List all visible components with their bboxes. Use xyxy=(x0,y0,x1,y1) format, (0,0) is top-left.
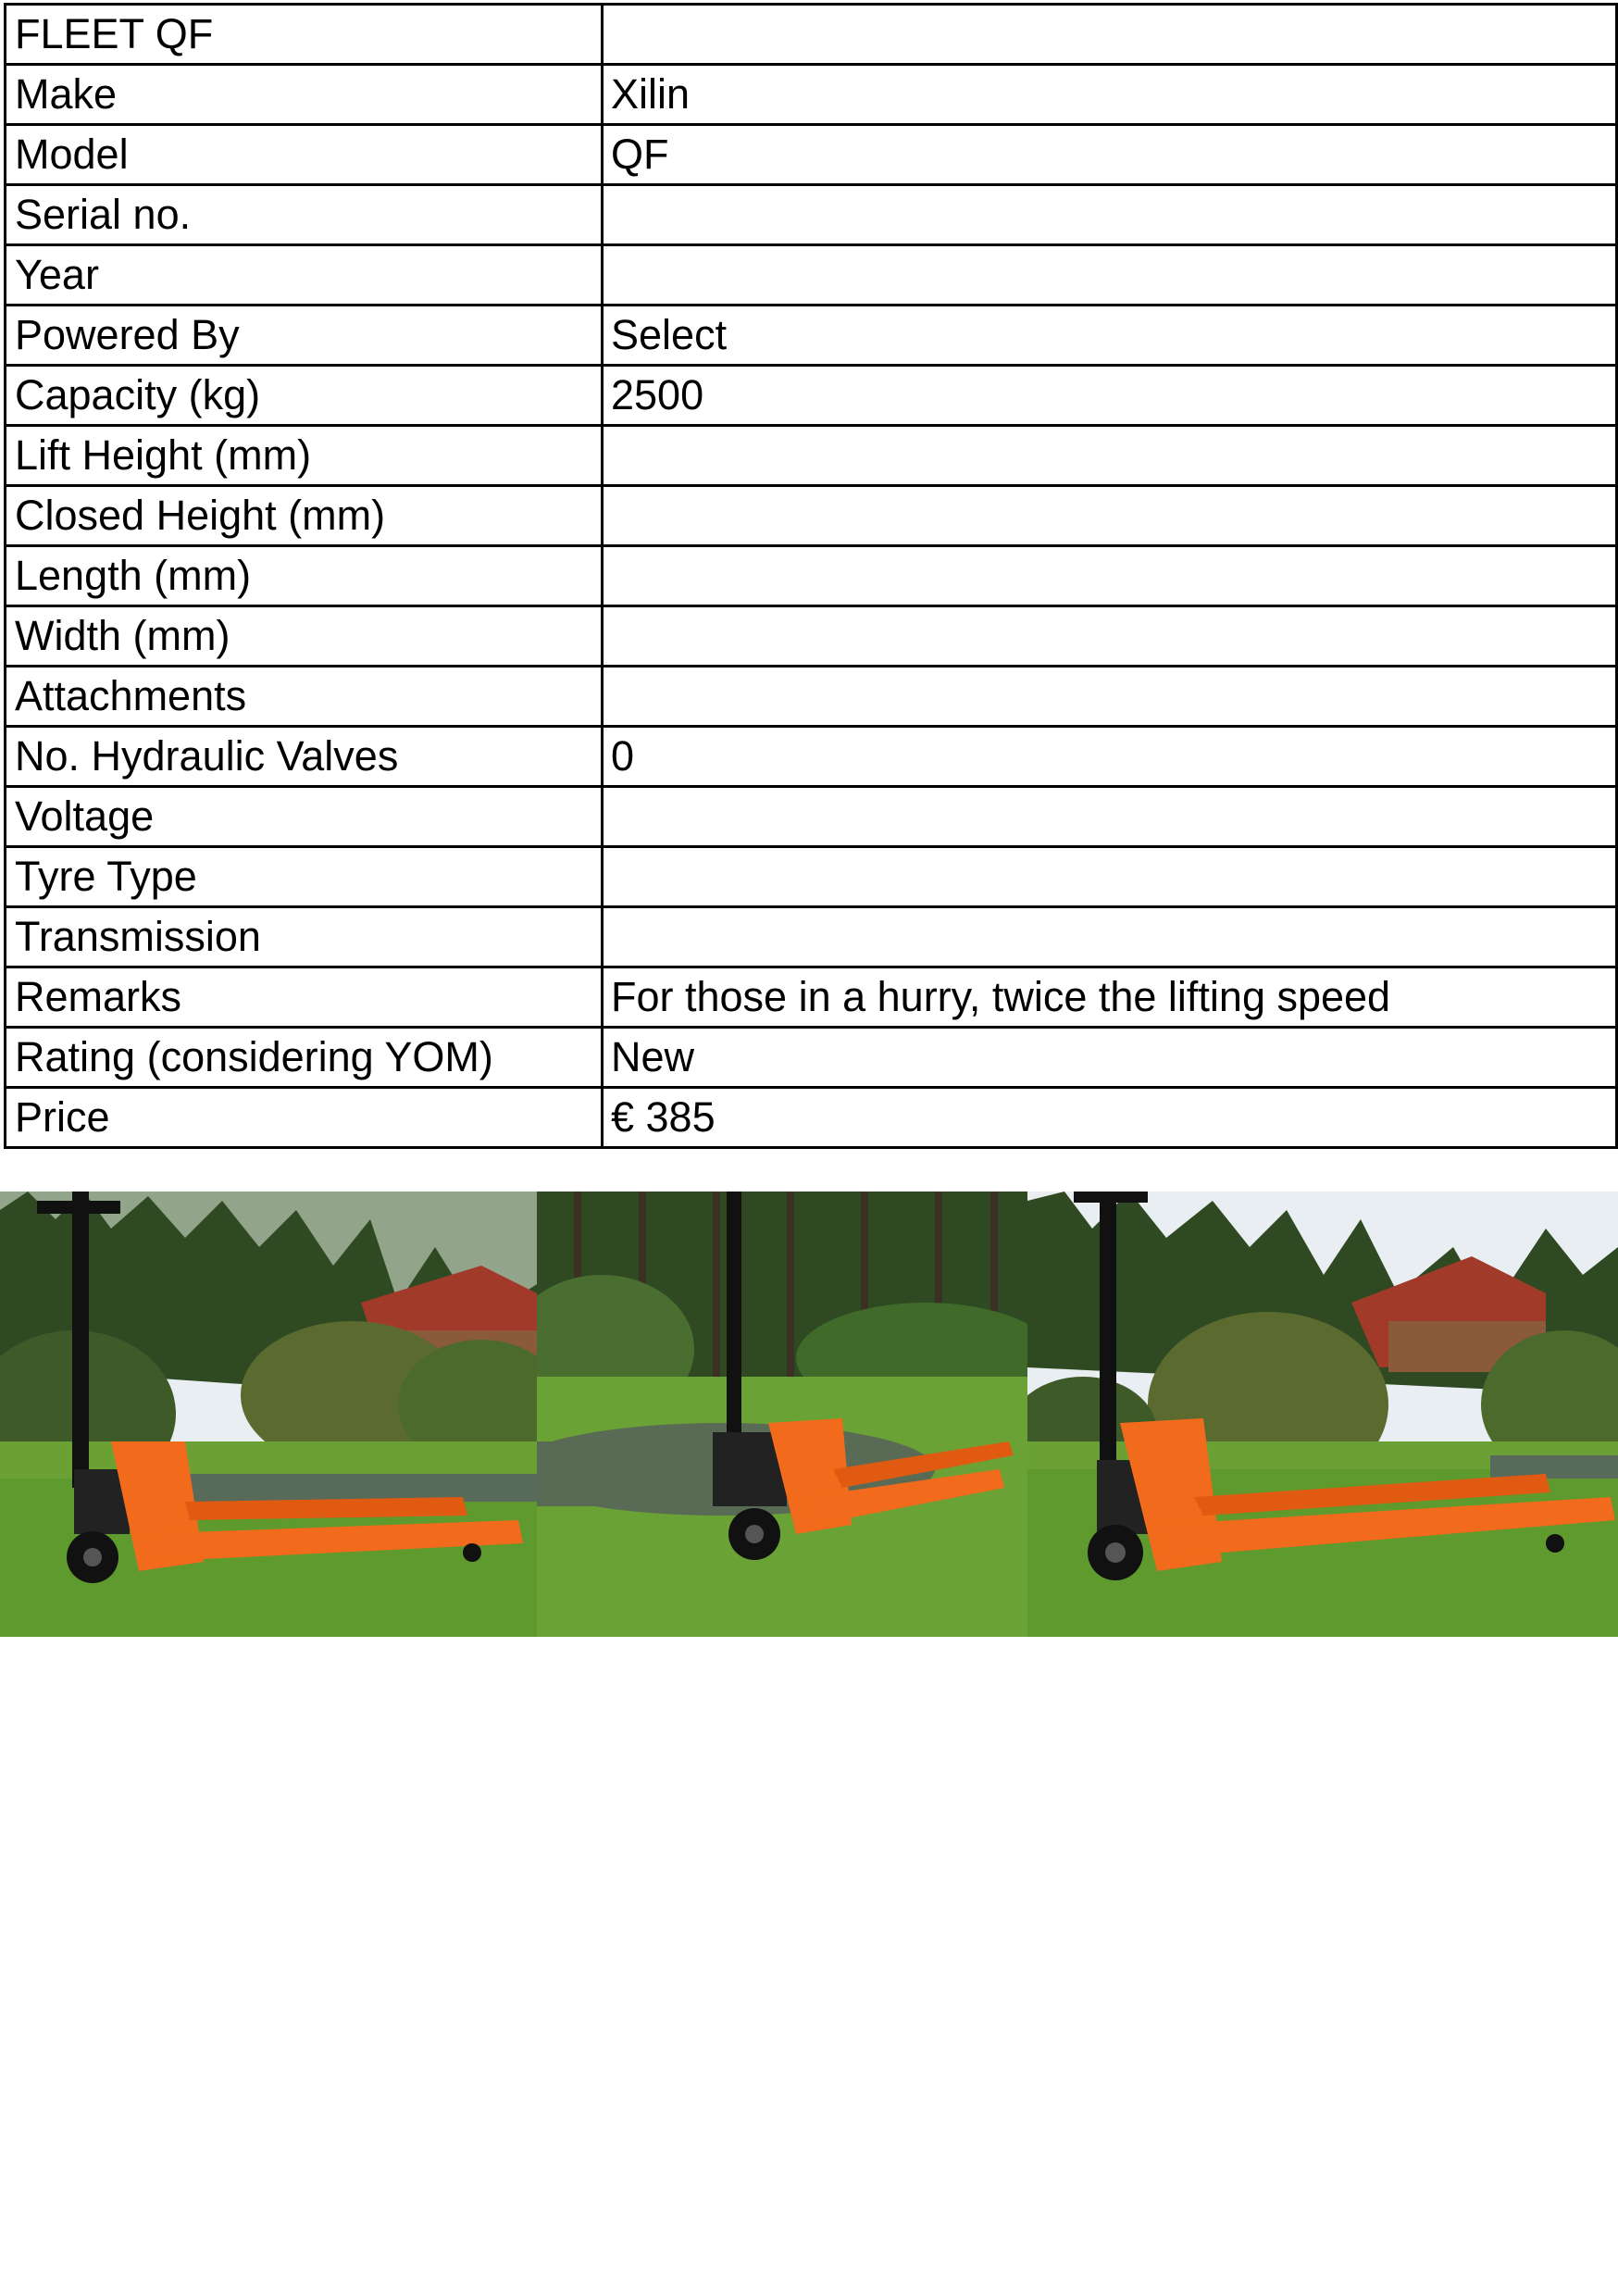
spec-label: Lift Height (mm) xyxy=(6,426,603,486)
spec-value xyxy=(603,426,1617,486)
spec-label: Remarks xyxy=(6,967,603,1028)
spec-row-make xyxy=(6,65,1617,125)
spec-label: Transmission xyxy=(6,907,603,967)
spec-value xyxy=(603,486,1617,546)
spec-value xyxy=(603,185,1617,245)
spec-value xyxy=(603,245,1617,306)
spec-label: Year xyxy=(6,245,603,306)
spec-value: € 385 xyxy=(603,1088,1617,1148)
spec-value xyxy=(603,606,1617,667)
spec-value xyxy=(603,5,1617,65)
pallet-truck-image xyxy=(0,1192,537,1637)
spec-value: New xyxy=(603,1028,1617,1088)
spec-row-title xyxy=(6,5,1617,65)
spec-value xyxy=(603,546,1617,606)
spec-row-remarks xyxy=(6,967,1617,1028)
spec-label: Rating (considering YOM) xyxy=(6,1028,603,1088)
spec-value: 0 xyxy=(603,727,1617,787)
spec-row-tyre-type xyxy=(6,847,1617,907)
spec-value xyxy=(603,667,1617,727)
spec-row-year xyxy=(6,245,1617,306)
spec-value: For those in a hurry, twice the lifting speed xyxy=(603,967,1617,1028)
spec-row-transmission xyxy=(6,907,1617,967)
spec-row-hydraulic-valves xyxy=(6,727,1617,787)
pallet-truck-photo-center xyxy=(537,1192,1027,1637)
spec-table xyxy=(4,3,1618,1149)
spec-row-capacity xyxy=(6,366,1617,426)
pallet-truck-photo-right xyxy=(1027,1192,1618,1637)
pallet-truck-photo-left xyxy=(0,1192,537,1637)
spec-label: Closed Height (mm) xyxy=(6,486,603,546)
spec-row-serial xyxy=(6,185,1617,245)
spec-label: Tyre Type xyxy=(6,847,603,907)
spec-value: QF xyxy=(603,125,1617,185)
spec-value xyxy=(603,847,1617,907)
spec-row-rating xyxy=(6,1028,1617,1088)
photo-strip xyxy=(0,1192,1618,1637)
spec-row-price xyxy=(6,1088,1617,1148)
spec-value: Xilin xyxy=(603,65,1617,125)
spec-label: Voltage xyxy=(6,787,603,847)
spec-row-attachments xyxy=(6,667,1617,727)
spec-row-voltage xyxy=(6,787,1617,847)
spec-label: FLEET QF xyxy=(6,5,603,65)
spec-value xyxy=(603,787,1617,847)
spec-value: Select xyxy=(603,306,1617,366)
spec-label: Make xyxy=(6,65,603,125)
spec-label: Model xyxy=(6,125,603,185)
spec-value xyxy=(603,907,1617,967)
pallet-truck-image xyxy=(537,1192,1027,1637)
spec-row-powered-by xyxy=(6,306,1617,366)
spec-label: Price xyxy=(6,1088,603,1148)
spec-row-length xyxy=(6,546,1617,606)
spec-label: Attachments xyxy=(6,667,603,727)
pallet-truck-image xyxy=(1027,1192,1618,1637)
spec-row-lift-height xyxy=(6,426,1617,486)
spec-label: Width (mm) xyxy=(6,606,603,667)
spec-label: Powered By xyxy=(6,306,603,366)
spec-label: Length (mm) xyxy=(6,546,603,606)
spec-row-width xyxy=(6,606,1617,667)
spec-label: No. Hydraulic Valves xyxy=(6,727,603,787)
spec-label: Serial no. xyxy=(6,185,603,245)
spec-value: 2500 xyxy=(603,366,1617,426)
spec-label: Capacity (kg) xyxy=(6,366,603,426)
spec-row-model xyxy=(6,125,1617,185)
spec-row-closed-height xyxy=(6,486,1617,546)
